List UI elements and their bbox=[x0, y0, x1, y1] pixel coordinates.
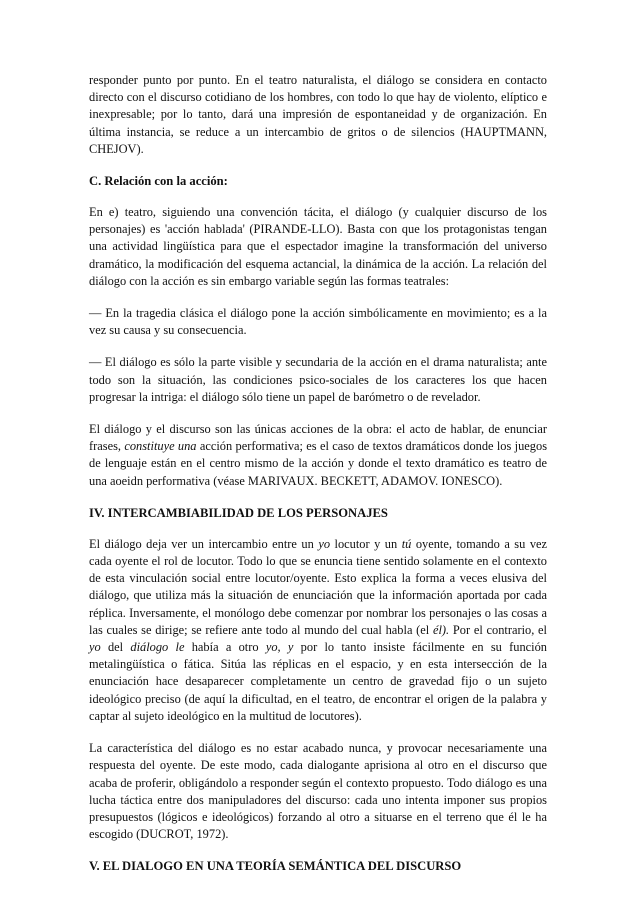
italic-text: yo, y bbox=[265, 640, 294, 655]
text-run: del bbox=[100, 640, 131, 655]
paragraph-intro: responder punto por punto. En el teatro naturalista, el diálogo se considera en contacto directo con el discurso cotidiano de los hombres, con todo lo que hay de violento, elíptico e inexpresable; por lo tanto, dará una impresión de espontaneidad y de organización. En última instancia, se reduce a un intercambio de gritos o de silencios (HAUPTMANN, CHEJOV). bbox=[89, 73, 547, 156]
text-run: oyente, tomando a su vez cada oyente el rol de locutor. Todo lo que se enuncia tiene sentido solamente en el contexto de esta vinculación social entre locutor/oyente. Esto explica la forma a veces elusiva del diálogo, que utiliza más la situación de enunciación que la información aportada por cada réplica. Inversamente, el monólogo debe comenzar por nombrar los personajes o las cosas a las cuales se dirige; se refiere ante todo al mundo del cual habla (el bbox=[89, 536, 548, 637]
italic-text: él). bbox=[432, 622, 450, 637]
text-run: había a otro bbox=[184, 640, 266, 655]
italic-text: constituye una bbox=[124, 439, 197, 454]
text-run: El diálogo y el discurso son las únicas acciones de la obra: el acto de hablar, de enunciar frases, bbox=[89, 422, 547, 454]
document-page bbox=[89, 72, 547, 889]
paragraph-accion-hablada: En e) teatro, siguiendo una convención tácita, el diálogo (y cualquier discurso de los personajes) es 'acción hablada' (PIRANDE-LLO). Basta con que los protagonistas tengan una actividad lingüística para que el espectador imagine la transformación del universo dramático, la modificación del esquema actancial, la dinámica de la acción. La relación del diálogo con la acción es sin embargo variable según las formas teatrales: bbox=[89, 205, 547, 288]
italic-text: yo bbox=[318, 536, 331, 551]
text-run: Por el contrario, el bbox=[449, 622, 547, 637]
paragraph-accion-performativa bbox=[89, 421, 547, 490]
italic-text: yo bbox=[89, 640, 101, 655]
heading-teoria-semantica: V. EL DIALOGO EN UNA TEORÍA SEMÁNTICA DEL DISCURSO bbox=[89, 859, 462, 874]
text-run: acción performativa; es el caso de textos dramáticos donde los juegos de lenguaje están en el centro mismo de la acción y donde el texto dramático es teatro de una aoeidn performativa (véase MARIVAUX. BECKETT, ADAMOV. IONESCO). bbox=[89, 439, 548, 488]
italic-text: tú bbox=[401, 536, 412, 551]
text-run: locutor y un bbox=[330, 536, 402, 551]
paragraph-drama-naturalista: — El diálogo es sólo la parte visible y secundaria de la acción en el drama naturalista; ante todo son la situación, las condiciones psico-sociales de los caracteres los que hacen progresar la intriga: el diálogo sólo tiene un papel de barómetro o de revelador. bbox=[89, 355, 547, 404]
paragraph-caracteristica-dialogo: La característica del diálogo es no estar acabado nunca, y provocar necesariamente una respuesta del oyente. De este modo, cada dialogante aprisiona al otro en el discurso que acaba de proferir, obligándolo a responder según el contexto propuesto. Todo diálogo es una lucha táctica entre dos manipuladores del discurso: cada uno intenta imponer sus propios presupuestos (lógicos e ideológicos) forzando al otro a situarse en el terreno que él le ha escogido (DUCROT, 1972). bbox=[89, 741, 547, 842]
paragraph-tragedia-clasica: — En la tragedia clásica el diálogo pone la acción simbólicamente en movimiento; es a la vez su causa y su consecuencia. bbox=[89, 306, 547, 338]
heading-relacion-accion: C. Relación con la acción: bbox=[89, 174, 228, 189]
text-run: por lo tanto insiste fácilmente en su función metalingüística o fática. Sitúa las réplicas en el espacio, y en esta intersección de la enunciación hace desaparecer completamente un centro de gravedad fijo o un sujeto ideológico preciso (de aquí la dificultad, en el teatro, de encontrar el origen de la palabra y captar al sujeto ideológico en la multitud de locutores). bbox=[89, 640, 547, 723]
italic-text: diálogo le bbox=[130, 640, 185, 655]
text-run: El diálogo deja ver un intercambio entre un bbox=[89, 536, 319, 551]
paragraph-locutor-oyente bbox=[89, 536, 547, 725]
heading-intercambiabilidad: IV. INTERCAMBIABILIDAD DE LOS PERSONAJES bbox=[89, 505, 388, 520]
